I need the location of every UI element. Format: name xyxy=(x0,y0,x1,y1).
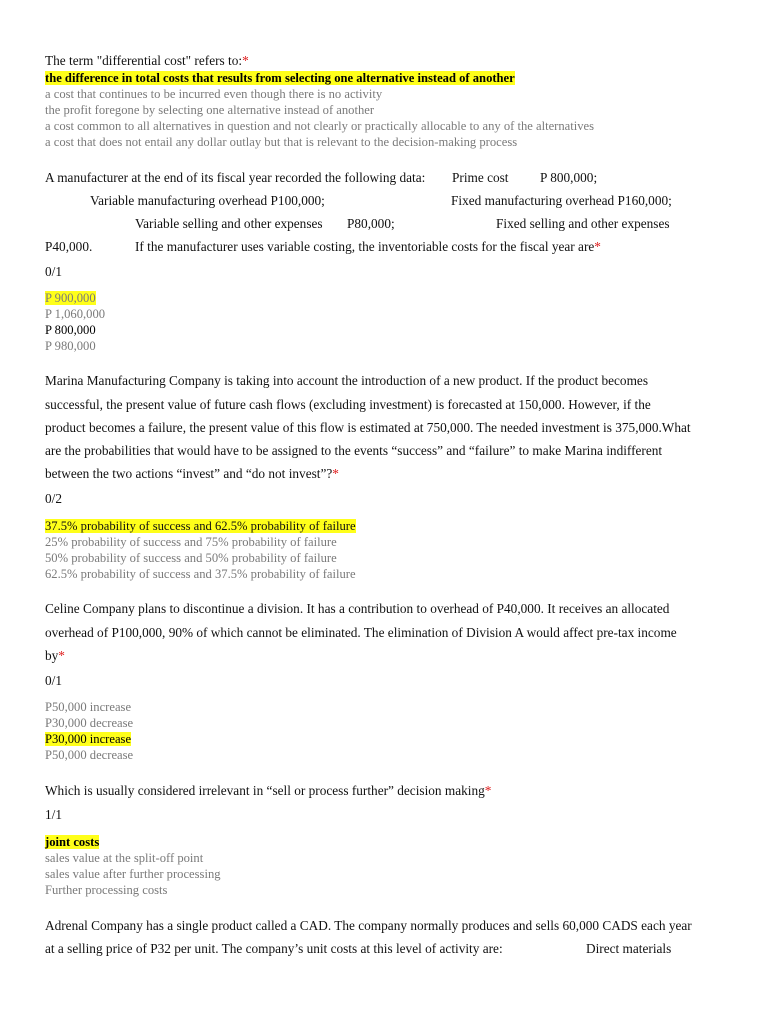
required-asterisk: * xyxy=(242,53,249,68)
q4-line-2: overhead of P100,000, 90% of which cannot be eliminated. The elimination of Division A would affect pre-tax income xyxy=(45,625,677,640)
q1-option-3[interactable]: the profit foregone by selecting one alternative instead of another xyxy=(45,103,375,117)
q3-option-4[interactable]: 62.5% probability of success and 37.5% probability of failure xyxy=(45,567,356,581)
q2-option-3[interactable]: P 800,000 xyxy=(45,323,96,337)
q3-option-1[interactable]: 37.5% probability of success and 62.5% probability of failure xyxy=(45,519,356,533)
q5-option-2[interactable]: sales value at the split-off point xyxy=(45,851,204,865)
q3-options xyxy=(45,518,356,582)
q6-line-2: at a selling price of P32 per unit. The company’s unit costs at this level of activity are: Direct materials xyxy=(45,941,672,956)
q1-options xyxy=(45,70,594,150)
q4-option-3[interactable]: P30,000 increase xyxy=(45,732,132,746)
q4-line-1: Celine Company plans to discontinue a division. It has a contribution to overhead of P40,000. It receives an allocated xyxy=(45,601,670,616)
q3-score: 0/2 xyxy=(45,491,62,506)
q2-line-4: P40,000. If the manufacturer uses variable costing, the inventoriable costs for the fiscal year are* xyxy=(45,239,601,254)
q5-stem: Which is usually considered irrelevant in “sell or process further” decision making* xyxy=(45,783,492,798)
q2-option-2[interactable]: P 1,060,000 xyxy=(45,307,106,321)
q2-option-4[interactable]: P 980,000 xyxy=(45,339,96,353)
q3-line-5: between the two actions “invest” and “do not invest”?* xyxy=(45,466,339,481)
q1-option-4[interactable]: a cost common to all alternatives in question and not clearly or practically allocable to any of the alternatives xyxy=(45,119,595,133)
q3-line-4: are the probabilities that would have to be assigned to the events “success” and “failure” to make Marina indifferent xyxy=(45,443,663,458)
q4-line-3: by* xyxy=(45,648,65,663)
q4-option-2[interactable]: P30,000 decrease xyxy=(45,716,134,730)
q5-score: 1/1 xyxy=(45,807,62,822)
required-asterisk: * xyxy=(332,466,339,481)
q5-option-1[interactable]: joint costs xyxy=(45,835,100,849)
q6-line-1: Adrenal Company has a single product called a CAD. The company normally produces and sells 60,000 CADS each year xyxy=(45,918,692,933)
required-asterisk: * xyxy=(594,239,601,254)
q4-option-1[interactable]: P50,000 increase xyxy=(45,700,132,714)
q5-option-3[interactable]: sales value after further processing xyxy=(45,867,221,881)
q3-option-3[interactable]: 50% probability of success and 50% probability of failure xyxy=(45,551,337,565)
q2-option-1[interactable]: P 900,000 xyxy=(45,291,96,305)
q1-option-1[interactable]: the difference in total costs that results from selecting one alternative instead of another xyxy=(45,71,515,85)
q2-line-1: A manufacturer at the end of its fiscal year recorded the following data: Prime cost P 800,000; xyxy=(45,170,598,185)
q3-line-1: Marina Manufacturing Company is taking into account the introduction of a new product. If the product becomes xyxy=(45,373,648,388)
q1-option-2[interactable]: a cost that continues to be incurred even though there is no activity xyxy=(45,87,383,101)
q4-score: 0/1 xyxy=(45,673,62,688)
q5-option-4[interactable]: Further processing costs xyxy=(45,883,168,897)
q3-line-2: successful, the present value of future cash flows (excluding investment) is forecasted at 150,000. However, if the xyxy=(45,397,651,412)
q3-option-2[interactable]: 25% probability of success and 75% probability of failure xyxy=(45,535,337,549)
q4-options xyxy=(45,699,133,763)
q2-options xyxy=(45,290,105,354)
required-asterisk: * xyxy=(484,783,492,798)
q3-line-3: product becomes a failure, the present value of this flow is estimated at 750,000. The needed investment is 375,000.What xyxy=(45,420,691,435)
required-asterisk: * xyxy=(58,648,65,663)
q5-options xyxy=(45,834,221,898)
q2-score: 0/1 xyxy=(45,264,62,279)
q4-option-4[interactable]: P50,000 decrease xyxy=(45,748,134,762)
q1-stem: The term "differential cost" refers to:* xyxy=(45,53,249,68)
q1-option-5[interactable]: a cost that does not entail any dollar outlay but that is relevant to the decision-making process xyxy=(45,135,518,149)
